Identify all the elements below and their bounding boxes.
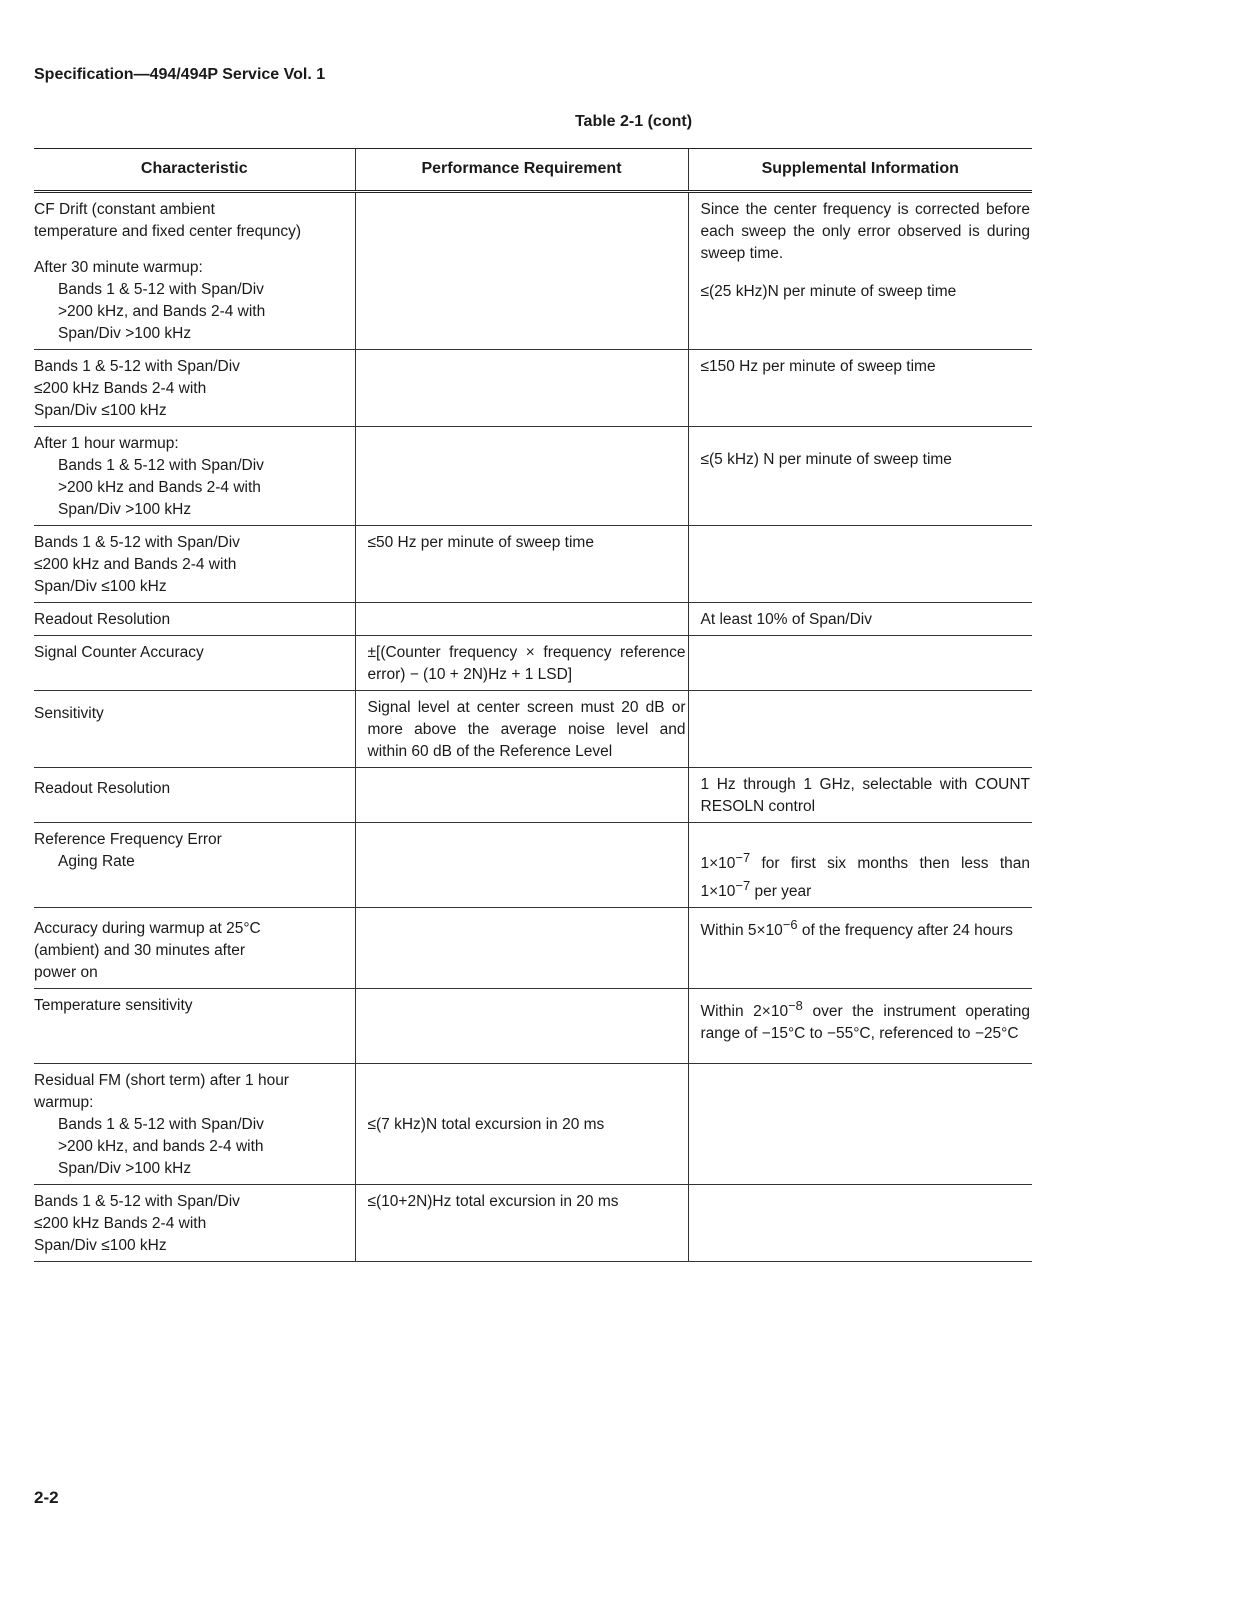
characteristic-line: Span/Div ≤100 kHz xyxy=(34,1237,167,1255)
supplemental-text: for first six months then less than 1×10 xyxy=(700,855,1030,901)
supplemental-cell xyxy=(688,526,1032,603)
supplemental-text: Within 5×10 xyxy=(700,922,783,940)
characteristic-subtitle: Residual FM (short term) after 1 hour xyxy=(34,1072,289,1090)
characteristic-line: >200 kHz, and bands 2-4 with xyxy=(58,1138,264,1156)
characteristic-subtitle: Reference Frequency Error xyxy=(34,831,222,848)
requirement-cell: ≤(7 kHz)N total excursion in 20 ms xyxy=(355,1064,688,1185)
supplemental-cell xyxy=(688,908,1032,989)
table-row xyxy=(34,1185,1032,1262)
characteristic-line: CF Drift (constant ambient xyxy=(34,201,215,218)
supplemental-text: Since the center frequency is corrected before each sweep the only error observed is during sweep time. xyxy=(700,201,1030,262)
characteristic-line: Bands 1 & 5-12 with Span/Div xyxy=(34,358,240,375)
supplemental-text: of the frequency after 24 hours xyxy=(797,922,1013,940)
table-header-row xyxy=(34,149,1032,192)
requirement-cell: ≤(10+2N)Hz total excursion in 20 ms xyxy=(355,1185,688,1262)
characteristic-line: Bands 1 & 5-12 with Span/Div xyxy=(34,534,240,551)
characteristic-cell: Readout Resolution xyxy=(34,768,355,823)
exponent: −8 xyxy=(788,998,803,1014)
characteristic-line: Span/Div >100 kHz xyxy=(58,501,192,518)
column-header-supplemental-information: Supplemental Information xyxy=(688,149,1032,192)
table-row xyxy=(34,603,1032,636)
characteristic-subtitle: After 30 minute warmup: xyxy=(34,259,203,276)
table-title: Table 2-1 (cont) xyxy=(574,113,693,130)
characteristic-cell: Temperature sensitivity xyxy=(34,989,355,1064)
exponent: −7 xyxy=(735,878,751,894)
characteristic-line: ≤200 kHz Bands 2-4 with xyxy=(34,1215,207,1233)
supplemental-cell: ≤(5 kHz) N per minute of sweep time xyxy=(688,427,1032,526)
characteristic-subtitle: warmup: xyxy=(34,1094,94,1112)
characteristic-line: ≤200 kHz Bands 2-4 with xyxy=(34,380,207,397)
page-header: Specification—494/494P Service Vol. 1 xyxy=(34,66,326,83)
characteristic-cell xyxy=(34,1064,355,1185)
characteristic-line: (ambient) and 30 minutes after xyxy=(34,942,246,960)
characteristic-line: Bands 1 & 5-12 with Span/Div xyxy=(58,281,264,298)
characteristic-line: >200 kHz, and Bands 2-4 with xyxy=(58,303,266,320)
characteristic-line: Bands 1 & 5-12 with Span/Div xyxy=(34,1193,240,1211)
requirement-cell xyxy=(355,989,688,1064)
supplemental-text: over the instrument operating range of −15°C to −55°C, referenced to −25°C xyxy=(700,1003,1030,1043)
requirement-cell: ≤50 Hz per minute of sweep time xyxy=(355,526,688,603)
column-header-performance-requirement: Performance Requirement xyxy=(355,149,688,192)
characteristic-cell xyxy=(34,192,355,350)
supplemental-cell xyxy=(688,636,1032,691)
supplemental-cell xyxy=(688,1064,1032,1185)
characteristic-line: power on xyxy=(34,964,98,982)
characteristic-line: Span/Div ≤100 kHz xyxy=(34,578,167,595)
characteristic-cell xyxy=(34,526,355,603)
supplemental-cell xyxy=(688,823,1032,908)
characteristic-line: ≤200 kHz and Bands 2-4 with xyxy=(34,556,237,573)
table-row xyxy=(34,636,1032,691)
table-row xyxy=(34,768,1032,823)
table-row xyxy=(34,427,1032,526)
characteristic-line: Span/Div >100 kHz xyxy=(58,1160,192,1178)
supplemental-cell: At least 10% of Span/Div xyxy=(688,603,1032,636)
table-row xyxy=(34,1064,1032,1185)
requirement-cell xyxy=(355,908,688,989)
exponent: −7 xyxy=(735,850,751,865)
requirement-cell xyxy=(355,823,688,908)
requirement-cell xyxy=(355,768,688,823)
requirement-cell xyxy=(355,192,688,350)
characteristic-cell xyxy=(34,1185,355,1262)
supplemental-cell: ≤150 Hz per minute of sweep time xyxy=(688,350,1032,427)
supplemental-cell xyxy=(688,691,1032,768)
table-row xyxy=(34,526,1032,603)
specification-table xyxy=(34,148,1032,1262)
characteristic-line: >200 kHz and Bands 2-4 with xyxy=(58,479,261,496)
requirement-cell: Signal level at center screen must 20 dB or more above the average noise level and within 60 dB of the Reference Level xyxy=(355,691,688,768)
characteristic-line: Span/Div >100 kHz xyxy=(58,325,192,342)
requirement-cell xyxy=(355,427,688,526)
characteristic-line: Bands 1 & 5-12 with Span/Div xyxy=(58,457,264,474)
supplemental-text: Within 2×10 xyxy=(700,1003,789,1021)
characteristic-cell xyxy=(34,427,355,526)
page-number: 2-2 xyxy=(34,1488,59,1507)
characteristic-cell: Sensitivity xyxy=(34,691,355,768)
characteristic-subtitle: After 1 hour warmup: xyxy=(34,435,179,452)
characteristic-cell xyxy=(34,823,355,908)
table-row xyxy=(34,823,1032,908)
supplemental-cell xyxy=(688,192,1032,350)
table-row xyxy=(34,350,1032,427)
characteristic-line: Aging Rate xyxy=(58,853,135,870)
characteristic-line: temperature and fixed center frequncy) xyxy=(34,223,302,240)
characteristic-cell xyxy=(34,908,355,989)
characteristic-cell xyxy=(34,350,355,427)
characteristic-line: Span/Div ≤100 kHz xyxy=(34,402,167,419)
characteristic-cell: Signal Counter Accuracy xyxy=(34,636,355,691)
requirement-cell: ±[(Counter frequency × frequency reference error) − (10 + 2N)Hz + 1 LSD] xyxy=(355,636,688,691)
supplemental-text: ≤(25 kHz)N per minute of sweep time xyxy=(700,283,957,300)
table-row xyxy=(34,989,1032,1064)
characteristic-line: Bands 1 & 5-12 with Span/Div xyxy=(58,1116,264,1134)
requirement-cell xyxy=(355,350,688,427)
table-row xyxy=(34,908,1032,989)
table-row xyxy=(34,192,1032,350)
requirement-cell xyxy=(355,603,688,636)
table-row xyxy=(34,691,1032,768)
supplemental-text: 1×10 xyxy=(700,855,736,873)
supplemental-text: per year xyxy=(750,883,812,901)
exponent: −6 xyxy=(782,917,798,933)
supplemental-cell xyxy=(688,1185,1032,1262)
characteristic-cell: Readout Resolution xyxy=(34,603,355,636)
supplemental-cell xyxy=(688,989,1032,1064)
characteristic-line: Accuracy during warmup at 25°C xyxy=(34,920,261,938)
supplemental-cell: 1 Hz through 1 GHz, selectable with COUNT RESOLN control xyxy=(688,768,1032,823)
column-header-characteristic: Characteristic xyxy=(34,149,355,192)
